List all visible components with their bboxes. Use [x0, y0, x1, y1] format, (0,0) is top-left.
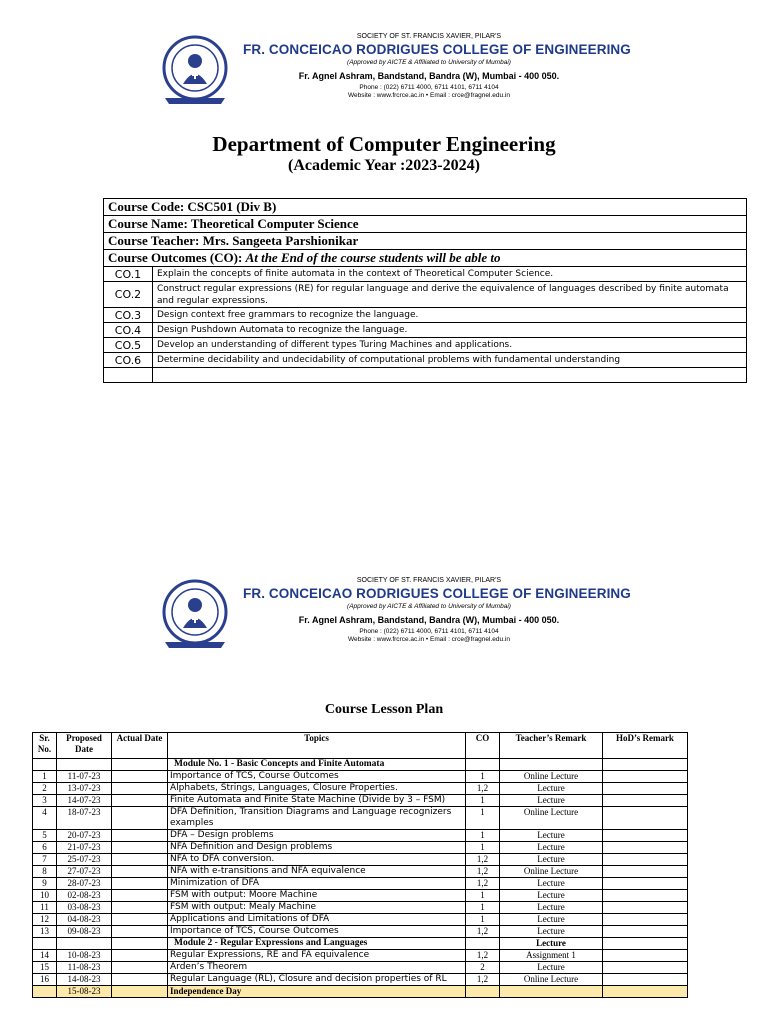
- co: 1: [466, 830, 500, 842]
- topic: NFA to DFA conversion.: [168, 854, 466, 866]
- co-id: CO.3: [104, 308, 153, 323]
- co: 1,2: [466, 974, 500, 986]
- topic: Importance of TCS, Course Outcomes: [168, 926, 466, 938]
- teacher-remark: Lecture: [500, 842, 603, 854]
- empty-cell: [466, 986, 500, 998]
- co-description: Construct regular expressions (RE) for regular language and derive the equivalence of languages described by finite automata and regular expressions.: [153, 282, 747, 308]
- college-letterhead: [155, 574, 631, 658]
- co: 1: [466, 795, 500, 807]
- approval-note: (Approved by AICTE & Affiliated to University of Mumbai): [347, 603, 511, 610]
- co-description: Design Pushdown Automata to recognize the language.: [153, 323, 747, 338]
- teacher-remark: Online Lecture: [500, 771, 603, 783]
- co-description: Design context free grammars to recognize the language.: [153, 308, 747, 323]
- empty-cell: [104, 368, 153, 383]
- empty-cell: [33, 938, 57, 950]
- hod-remark: [603, 830, 688, 842]
- topic: Finite Automata and Finite State Machine (Divide by 3 – FSM): [168, 795, 466, 807]
- proposed-date: 25-07-23: [57, 854, 112, 866]
- topic: Arden’s Theorem: [168, 962, 466, 974]
- lesson-row: [33, 807, 688, 830]
- college-name: FR. CONCEICAO RODRIGUES COLLEGE OF ENGINEERING: [243, 586, 631, 601]
- co: 1: [466, 807, 500, 830]
- college-phone: Phone : (022) 6711 4000, 6711 4101, 6711 4104: [359, 84, 499, 91]
- lesson-row: [33, 890, 688, 902]
- hod-remark: [603, 866, 688, 878]
- lesson-row: [33, 842, 688, 854]
- lesson-row: [33, 830, 688, 842]
- proposed-date: 11-07-23: [57, 771, 112, 783]
- teacher-remark: [500, 759, 603, 771]
- hod-remark: [603, 902, 688, 914]
- topic: Minimization of DFA: [168, 878, 466, 890]
- actual-date: [112, 771, 168, 783]
- topic: Alphabets, Strings, Languages, Closure Properties.: [168, 783, 466, 795]
- proposed-date: 02-08-23: [57, 890, 112, 902]
- lesson-row: [33, 783, 688, 795]
- sr-no: 1: [33, 771, 57, 783]
- actual-date: [112, 795, 168, 807]
- teacher-remark: Online Lecture: [500, 866, 603, 878]
- sr-no: 13: [33, 926, 57, 938]
- college-phone: Phone : (022) 6711 4000, 6711 4101, 6711 4104: [359, 628, 499, 635]
- empty-cell: [57, 759, 112, 771]
- sr-no: 12: [33, 914, 57, 926]
- hod-remark: [603, 842, 688, 854]
- topic: Applications and Limitations of DFA: [168, 914, 466, 926]
- sr-no: 5: [33, 830, 57, 842]
- hod-remark: [603, 950, 688, 962]
- topic: DFA – Design problems: [168, 830, 466, 842]
- lesson-row: [33, 878, 688, 890]
- lesson-plan-body: [33, 759, 688, 998]
- topic: DFA Definition, Transition Diagrams and Language recognizers examples: [168, 807, 466, 830]
- co: 1: [466, 890, 500, 902]
- empty-cell: [500, 986, 603, 998]
- co: 2: [466, 962, 500, 974]
- approval-note: (Approved by AICTE & Affiliated to University of Mumbai): [347, 59, 511, 66]
- proposed-date: 13-07-23: [57, 783, 112, 795]
- hod-remark: [603, 771, 688, 783]
- proposed-date: 11-08-23: [57, 962, 112, 974]
- holiday-name: Independence Day: [168, 986, 466, 998]
- actual-date: [112, 878, 168, 890]
- proposed-date: 14-08-23: [57, 974, 112, 986]
- college-seal-logo: [159, 34, 231, 106]
- hod-remark: [603, 926, 688, 938]
- teacher-remark: Online Lecture: [500, 807, 603, 830]
- lesson-row: [33, 795, 688, 807]
- lesson-row: [33, 962, 688, 974]
- course-outcomes-label: Course Outcomes (CO):: [108, 250, 246, 265]
- actual-date: [112, 866, 168, 878]
- sr-no: 16: [33, 974, 57, 986]
- topic: NFA with e-transitions and NFA equivalence: [168, 866, 466, 878]
- hod-remark: [603, 890, 688, 902]
- course-name: Course Name: Theoretical Computer Science: [104, 216, 747, 233]
- holiday-date: 15-08-23: [57, 986, 112, 998]
- co: 1,2: [466, 854, 500, 866]
- empty-cell: [603, 938, 688, 950]
- lesson-row: [33, 974, 688, 986]
- co-id: CO.1: [104, 267, 153, 282]
- teacher-remark: Assignment 1: [500, 950, 603, 962]
- teacher-remark: Lecture: [500, 926, 603, 938]
- teacher-remark: Lecture: [500, 890, 603, 902]
- sr-no: 11: [33, 902, 57, 914]
- empty-cell: [603, 986, 688, 998]
- college-address: Fr. Agnel Ashram, Bandstand, Bandra (W), Mumbai - 400 050.: [298, 71, 560, 81]
- proposed-date: 09-08-23: [57, 926, 112, 938]
- teacher-remark: Lecture: [500, 783, 603, 795]
- co: 1,2: [466, 866, 500, 878]
- co: 1,2: [466, 926, 500, 938]
- teacher-remark: Lecture: [500, 962, 603, 974]
- header-topics: Topics: [168, 733, 466, 759]
- proposed-date: 21-07-23: [57, 842, 112, 854]
- teacher-remark: Lecture: [500, 914, 603, 926]
- header-sr-no: Sr. No.: [33, 733, 57, 759]
- sr-no: 14: [33, 950, 57, 962]
- college-website: Website : www.frcrce.ac.in • Email : crce@fragnel.edu.in: [348, 636, 510, 643]
- empty-cell: [57, 938, 112, 950]
- module-row: [33, 938, 688, 950]
- teacher-remark: Lecture: [500, 830, 603, 842]
- header-teacher-remark: Teacher’s Remark: [500, 733, 603, 759]
- module-row: [33, 759, 688, 771]
- college-website: Website : www.frcrce.ac.in • Email : crce@fragnel.edu.in: [348, 92, 510, 99]
- co-id: CO.6: [104, 353, 153, 368]
- hod-remark: [603, 854, 688, 866]
- academic-year: (Academic Year :2023-2024): [288, 157, 480, 174]
- co-description: Determine decidability and undecidability of computational problems with fundamental understanding: [153, 353, 747, 368]
- course-code: Course Code: CSC501 (Div B): [104, 199, 747, 216]
- empty-cell: [466, 759, 500, 771]
- lesson-row: [33, 926, 688, 938]
- actual-date: [112, 926, 168, 938]
- co-description: Explain the concepts of finite automata in the context of Theoretical Computer Science.: [153, 267, 747, 282]
- lesson-row: [33, 950, 688, 962]
- actual-date: [112, 962, 168, 974]
- empty-cell: [33, 986, 57, 998]
- actual-date: [112, 807, 168, 830]
- course-teacher: Course Teacher: Mrs. Sangeeta Parshionikar: [104, 233, 747, 250]
- empty-cell: [33, 759, 57, 771]
- teacher-remark: Lecture: [500, 902, 603, 914]
- lesson-row: [33, 902, 688, 914]
- sr-no: 10: [33, 890, 57, 902]
- co: 1: [466, 771, 500, 783]
- co: 1: [466, 914, 500, 926]
- hod-remark: [603, 914, 688, 926]
- sr-no: 8: [33, 866, 57, 878]
- co-id: CO.5: [104, 338, 153, 353]
- topic: FSM with output: Moore Machine: [168, 890, 466, 902]
- lesson-row: [33, 854, 688, 866]
- society-name: SOCIETY OF ST. FRANCIS XAVIER, PILAR'S: [356, 577, 502, 584]
- co-description: Develop an understanding of different types Turing Machines and applications.: [153, 338, 747, 353]
- module-title: Module 2 - Regular Expressions and Languages: [168, 938, 466, 950]
- college-name: FR. CONCEICAO RODRIGUES COLLEGE OF ENGINEERING: [243, 42, 631, 57]
- proposed-date: 03-08-23: [57, 902, 112, 914]
- proposed-date: 27-07-23: [57, 866, 112, 878]
- proposed-date: 10-08-23: [57, 950, 112, 962]
- co: 1,2: [466, 878, 500, 890]
- topic: FSM with output: Mealy Machine: [168, 902, 466, 914]
- sr-no: 4: [33, 807, 57, 830]
- sr-no: 6: [33, 842, 57, 854]
- topic: NFA Definition and Design problems: [168, 842, 466, 854]
- hod-remark: [603, 783, 688, 795]
- course-outcomes-intro: At the End of the course students will be able to: [245, 250, 501, 265]
- hod-remark: [603, 962, 688, 974]
- co-id: CO.4: [104, 323, 153, 338]
- header-actual-date: Actual Date: [112, 733, 168, 759]
- topic: Regular Expressions, RE and FA equivalence: [168, 950, 466, 962]
- college-address: Fr. Agnel Ashram, Bandstand, Bandra (W), Mumbai - 400 050.: [298, 615, 560, 625]
- actual-date: [112, 842, 168, 854]
- actual-date: [112, 783, 168, 795]
- sr-no: 2: [33, 783, 57, 795]
- sr-no: 7: [33, 854, 57, 866]
- hod-remark: [603, 795, 688, 807]
- proposed-date: 28-07-23: [57, 878, 112, 890]
- actual-date: [112, 914, 168, 926]
- society-name: SOCIETY OF ST. FRANCIS XAVIER, PILAR'S: [356, 33, 502, 40]
- actual-date: [112, 890, 168, 902]
- proposed-date: 14-07-23: [57, 795, 112, 807]
- lesson-plan-title: Course Lesson Plan: [324, 702, 444, 717]
- hod-remark: [603, 807, 688, 830]
- actual-date: [112, 830, 168, 842]
- empty-cell: [112, 986, 168, 998]
- empty-cell: [112, 938, 168, 950]
- proposed-date: 18-07-23: [57, 807, 112, 830]
- header-co: CO: [466, 733, 500, 759]
- co: 1,2: [466, 950, 500, 962]
- empty-cell: [153, 368, 747, 383]
- lesson-row: [33, 866, 688, 878]
- empty-cell: [603, 759, 688, 771]
- lesson-plan-table: [32, 732, 688, 998]
- hod-remark: [603, 974, 688, 986]
- course-details-table: [103, 198, 747, 383]
- sr-no: 3: [33, 795, 57, 807]
- lesson-row: [33, 914, 688, 926]
- topic: Importance of TCS, Course Outcomes: [168, 771, 466, 783]
- actual-date: [112, 950, 168, 962]
- teacher-remark: Lecture: [500, 938, 603, 950]
- course-outcomes-header: [104, 250, 747, 267]
- actual-date: [112, 902, 168, 914]
- co: 1: [466, 842, 500, 854]
- topic: Regular Language (RL), Closure and decision properties of RL: [168, 974, 466, 986]
- proposed-date: 04-08-23: [57, 914, 112, 926]
- sr-no: 15: [33, 962, 57, 974]
- teacher-remark: Lecture: [500, 854, 603, 866]
- actual-date: [112, 854, 168, 866]
- teacher-remark: Lecture: [500, 795, 603, 807]
- hod-remark: [603, 878, 688, 890]
- sr-no: 9: [33, 878, 57, 890]
- module-title: Module No. 1 - Basic Concepts and Finite Automata: [168, 759, 466, 771]
- empty-cell: [466, 938, 500, 950]
- college-letterhead: [155, 30, 631, 114]
- empty-cell: [112, 759, 168, 771]
- co-id: CO.2: [104, 282, 153, 308]
- header-hod-remark: HoD’s Remark: [603, 733, 688, 759]
- holiday-row: [33, 986, 688, 998]
- college-seal-logo: [159, 578, 231, 650]
- co: 1,2: [466, 783, 500, 795]
- lesson-row: [33, 771, 688, 783]
- co: 1: [466, 902, 500, 914]
- header-proposed-date: Proposed Date: [57, 733, 112, 759]
- department-title: Department of Computer Engineering: [212, 132, 556, 156]
- teacher-remark: Online Lecture: [500, 974, 603, 986]
- teacher-remark: Lecture: [500, 878, 603, 890]
- actual-date: [112, 974, 168, 986]
- proposed-date: 20-07-23: [57, 830, 112, 842]
